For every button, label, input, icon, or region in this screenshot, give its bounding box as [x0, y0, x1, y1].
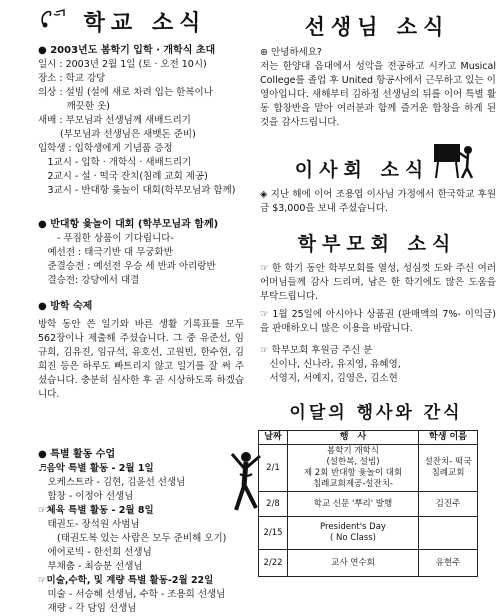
yut-game-section [38, 218, 248, 288]
activity-line: ☞체육 특별 활동 - 2월 8일 [38, 505, 154, 516]
section-heading: ● 2003년도 봄학기 입학 · 개학식 초대 [38, 45, 216, 56]
info-line: 새배 : 부모님과 선생님께 새배드리기 [38, 115, 191, 126]
date-cell: 2/22 [259, 550, 288, 577]
events-title: 이달의 행사와 간식 [289, 403, 463, 423]
activity-line: 에어로빅 - 한선희 선생님 [38, 547, 152, 558]
homework-section [38, 300, 244, 402]
board-body: ◈ 지난 해에 이어 조용엽 이사님 가정에서 한국학교 후원금 $3,000을 보내 주셨습니다. [260, 189, 496, 214]
activity-line: 재량 - 각 담임 선생님 [38, 603, 137, 614]
activity-line: 부채춤 - 최승분 선생님 [38, 561, 143, 572]
date-cell: 2/8 [259, 492, 288, 517]
info-line: 3교시 - 반대항 윷놀이 대회(학부모님과 함께) [38, 185, 236, 196]
event-cell: 학교 신문 '뿌리' 발행 [288, 492, 419, 517]
info-line: 준결승전 : 예선전 우승 세 반과 아리랑반 [38, 261, 216, 272]
teacher-at-board-icon [432, 140, 478, 180]
activity-line: (태권도복 있는 사람은 모두 준비해 오기) [38, 533, 227, 544]
info-line: 입학생 : 입학생에게 기념품 증정 [38, 143, 173, 154]
column-header: 날짜 [259, 431, 288, 445]
name-cell: 유현주 [419, 550, 478, 577]
event-cell: 교사 연수회 [288, 550, 419, 577]
info-line: 일시 : 2003년 2월 1일 (토 · 오전 10시) [38, 59, 207, 70]
info-line: 결승전: 강당에서 대결 [38, 275, 140, 286]
teacher-body: 저는 한양대 음대에서 성악을 전공하고 시카고 Musical College를 졸업 후 United 항공사에서 근무하고 있는 이영아입니다. 새해부터 김하정 선생님의 뒤를 이어 특별 활동 합창반을 맡아 여러분과 함께 즐거운 합창을 하게 된 것을 감사드립니다. [260, 61, 496, 128]
event-line: 침례교회제공-설잔치- [312, 479, 394, 489]
event-line: (설한복, 설빔) [326, 457, 380, 467]
info-line: 예선전 : 태극기반 대 무궁화반 [38, 247, 173, 258]
teacher-section [260, 46, 496, 130]
greeting: ⊛ 안녕하세요? [260, 47, 322, 58]
events-table [258, 430, 478, 577]
opening-ceremony-section [38, 44, 248, 198]
event-line: ( No Class) [330, 533, 376, 543]
parents-section [260, 262, 496, 386]
section-heading: ● 방학 숙제 [38, 301, 93, 312]
parents-news-title: 학부모회 소식 [297, 233, 457, 255]
parents-paragraph: ☞ 한 학기 동안 학부모회를 열성, 성심껏 도와 주신 여러 어머님들께 감사 드리며, 남은 한 학기에도 많은 도움을 부탁드립니다. [260, 263, 496, 302]
info-line: 깨끗한 옷) [38, 101, 110, 112]
info-line: 장소 : 학교 강당 [38, 73, 106, 84]
table-row [259, 517, 478, 550]
activity-line: ☞미술,수학, 및 계량 특별 활동-2월 22일 [38, 575, 214, 586]
column-header: 행 사 [288, 431, 419, 445]
table-row [259, 550, 478, 577]
teacher-news-title: 선생님 소식 [304, 14, 450, 39]
table-row [259, 492, 478, 517]
parents-paragraph: ☞ 학부모회 후원금 주신 분 [260, 345, 373, 356]
donor-line: 서영지, 서예지, 김영은, 김소현 [260, 373, 398, 384]
info-line: (부모님과 선생님은 새뱃돈 준비) [38, 129, 196, 140]
info-line: 1교시 - 입학 · 개학식 · 새배드리기 [38, 157, 192, 168]
name-cell [419, 517, 478, 550]
date-cell: 2/15 [259, 517, 288, 550]
section-heading: ● 특별 활동 수업 [38, 449, 116, 460]
special-activities-section [38, 448, 253, 616]
info-line: 2교시 - 설 · 떡국 잔치(침례 교회 제공) [38, 171, 208, 182]
section-heading: ● 반대항 윷놀이 대회 (학부모님과 함께) [38, 219, 219, 230]
name-cell: 김진주 [419, 492, 478, 517]
column-header: 학생 이름 [419, 431, 478, 445]
info-line: - 푸짐한 상품이 기다립니다- [38, 233, 174, 244]
info-line: 의상 : 설빔 (설에 새로 차려 입는 한복이나 [38, 87, 213, 98]
event-cell [288, 517, 419, 550]
name-cell [419, 445, 478, 492]
name-line: 설잔치- 떡국 [424, 457, 472, 467]
homework-body: 방학 동안 쓴 일기와 바른 생활 기록표를 모두 562장이나 제출해 주셨습니다. 그 중 유준선, 임규희, 김유진, 임규석, 유호선, 고원빈, 한수현, 김희진 등은 하루도 빠트리지 않고 일기를 잘 써 주셨습니다. 충분히 심사한 후 곧 시상하도록 하겠습니다. [38, 319, 244, 400]
table-header-row [259, 431, 478, 445]
activity-line: ♬음악 특별 활동 - 2월 1일 [38, 463, 154, 474]
table-row [259, 445, 478, 492]
activity-line: 미술 - 서승혜 선생님, 수학 - 조용희 선생님 [38, 589, 226, 600]
donor-line: 신이나, 신나라, 유지영, 유혜영, [260, 359, 401, 370]
name-line: 침례교회 [431, 468, 465, 478]
activity-line: 오케스트라 - 김현, 김윤선 선생님 [38, 477, 186, 488]
event-line: 봄학기 개학식 [327, 446, 379, 456]
events-table-wrap [258, 430, 478, 577]
event-line: President's Day [320, 522, 386, 532]
activity-line: 합창 - 이정아 선생님 [38, 491, 134, 502]
parents-paragraph: ☞ 1월 25일에 아시아나 상품권 (판매액의 7%- 이익금)을 판매하오니 많은 이용을 바랍니다. [260, 309, 496, 334]
activity-line: 태권도- 장석원 사범님 [38, 519, 140, 530]
board-news-title: 이사회 소식 [294, 159, 430, 181]
event-cell [288, 445, 419, 492]
date-cell: 2/1 [259, 445, 288, 492]
event-line: 제 2회 반대항 윷놀이 대회 [303, 468, 403, 478]
school-news-title: 학교 소식 [83, 10, 207, 36]
